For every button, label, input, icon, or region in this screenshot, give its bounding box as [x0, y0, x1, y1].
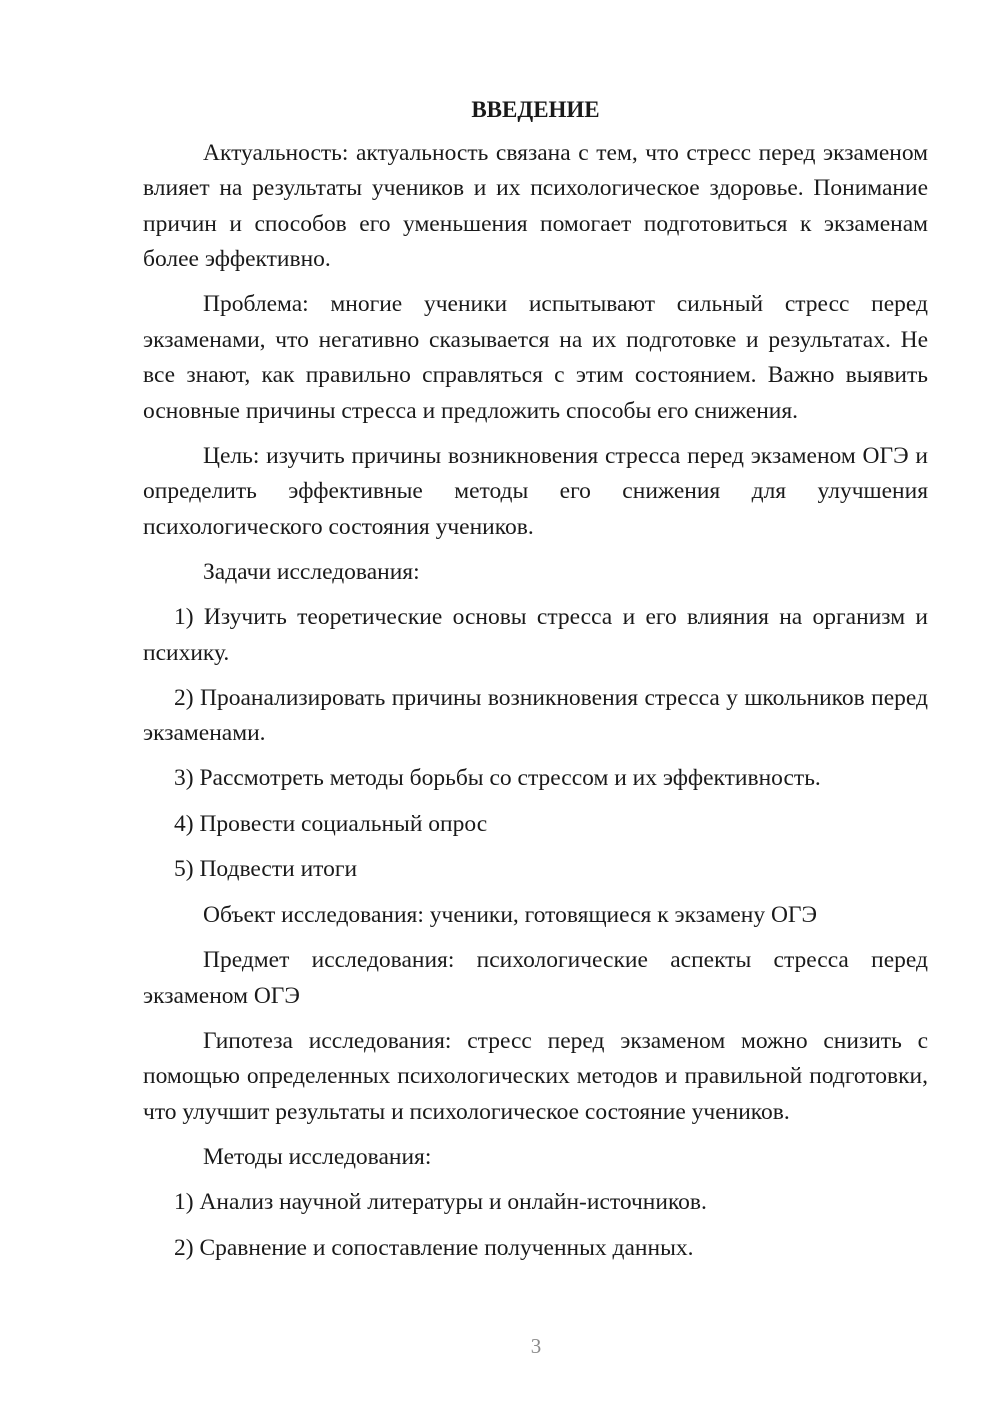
task-item: 3) Рассмотреть методы борьбы со стрессом и их эффективность.	[174, 765, 821, 791]
problem-paragraph: Проблема: многие ученики испытывают сильный стресс перед экзаменами, что негативно сказывается на их подготовке и результатах. Не все знают, как правильно справляться с этим состоянием. Важно выявить основные причины стресса и предложить способы его снижения.	[143, 291, 928, 424]
relevance-paragraph: Актуальность: актуальность связана с тем, что стресс перед экзаменом влияет на результаты учеников и их психологическое здоровье. Понимание причин и способов его уменьшения помогает подготовиться к экзаменам более эффективно.	[143, 139, 928, 272]
section-title: ВВЕДЕНИЕ	[471, 97, 600, 122]
methods-heading: Методы исследования:	[203, 1143, 432, 1170]
task-item: 5) Подвести итоги	[174, 856, 358, 882]
method-item: 1) Анализ научной литературы и онлайн-источников.	[174, 1189, 707, 1215]
subject-paragraph: Предмет исследования: психологические аспекты стресса перед экзаменом ОГЭ	[143, 947, 928, 1009]
hypothesis-paragraph: Гипотеза исследования: стресс перед экзаменом можно снизить с помощью определенных психологических методов и правильной подготовки, что улучшит результаты и психологическое состояние учеников.	[143, 1027, 928, 1125]
tasks-heading: Задачи исследования:	[203, 558, 420, 585]
goal-paragraph: Цель: изучить причины возникновения стресса перед экзаменом ОГЭ и определить эффективные методы его снижения для улучшения психологического состояния учеников.	[143, 442, 928, 540]
task-item: 1) Изучить теоретические основы стресса и его влияния на организм и психику.	[143, 604, 928, 666]
object-paragraph: Объект исследования: ученики, готовящиеся к экзамену ОГЭ	[203, 901, 818, 928]
page-number: 3	[530, 1334, 542, 1358]
task-item: 4) Провести социальный опрос	[174, 810, 488, 837]
method-item: 2) Сравнение и сопоставление полученных данных.	[174, 1234, 694, 1261]
task-item: 2) Проанализировать причины возникновения стресса у школьников перед экзаменами.	[143, 684, 928, 746]
page-content	[143, 92, 928, 1276]
